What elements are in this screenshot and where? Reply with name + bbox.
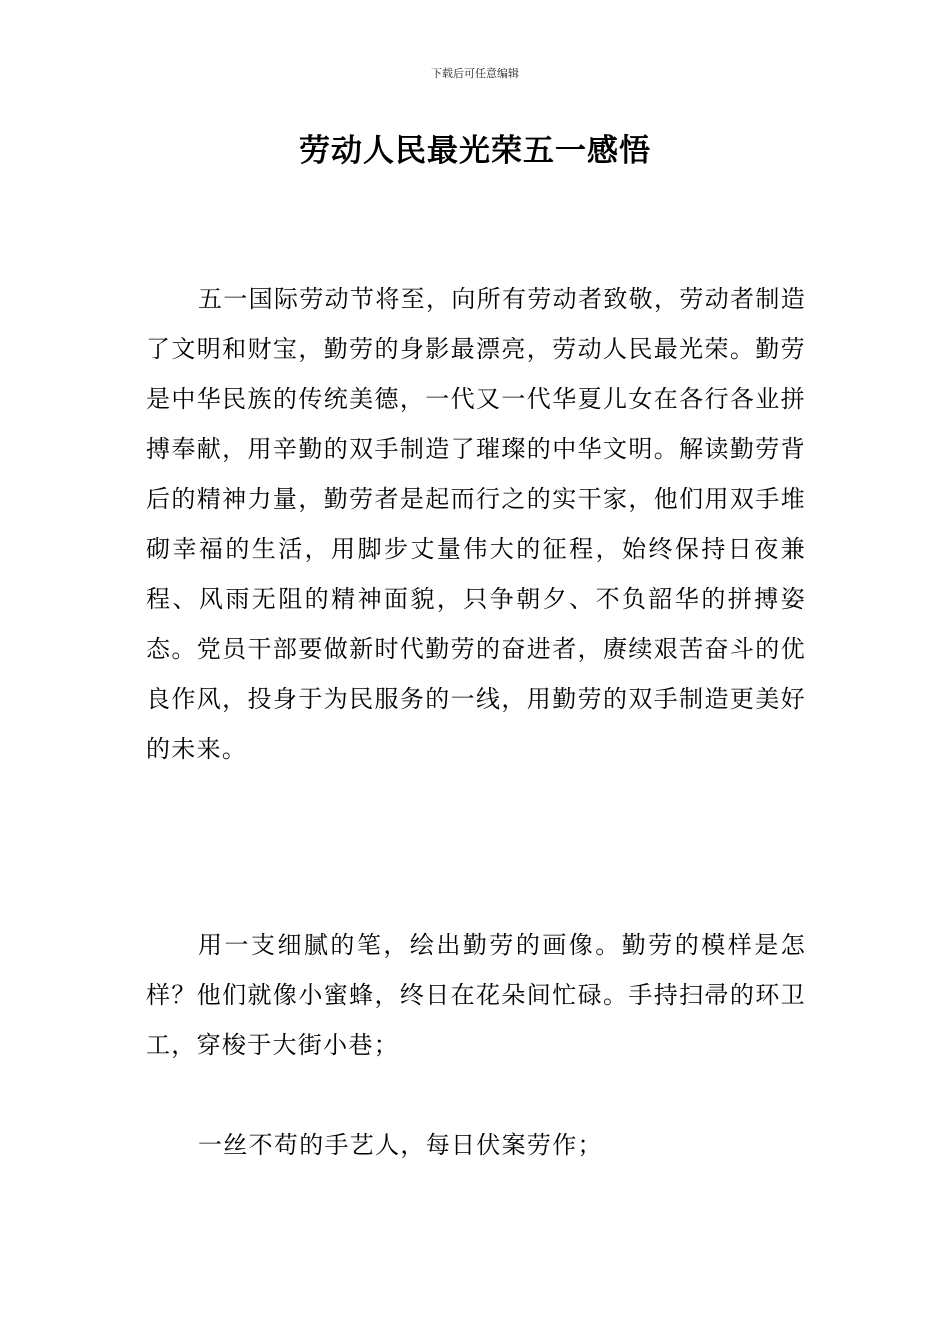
body-paragraph-2: 用一支细腻的笔，绘出勤劳的画像。勤劳的模样是怎样？他们就像小蜜蜂，终日在花朵间忙碌。手持扫帚的环卫工，穿梭于大街小巷； (146, 931, 806, 1059)
body-paragraph-3: 一丝不苟的手艺人，每日伏案劳作； (198, 1131, 603, 1159)
page-title: 劳动人民最光荣五一感悟 (299, 133, 651, 169)
header-note: 下载后可任意编辑 (431, 67, 519, 80)
body-paragraph-1: 五一国际劳动节将至，向所有劳动者致敬，劳动者制造了文明和财宝，勤劳的身影最漂亮，劳动人民最光荣。勤劳是中华民族的传统美德，一代又一代华夏儿女在各行各业拼搏奉献，用辛勤的双手制造了璀璨的中华文明。解读勤劳背后的精神力量，勤劳者是起而行之的实干家，他们用双手堆砌幸福的生活，用脚步丈量伟大的征程，始终保持日夜兼程、风雨无阻的精神面貌，只争朝夕、不负韶华的拼搏姿态。党员干部要做新时代勤劳的奋进者，赓续艰苦奋斗的优良作风，投身于为民服务的一线，用勤劳的双手制造更美好的未来。 (146, 285, 806, 763)
